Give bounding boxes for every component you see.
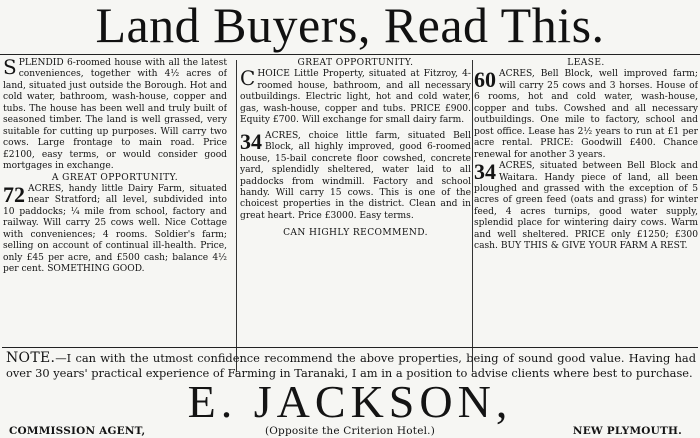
ad-heading: A GREAT OPPORTUNITY. <box>51 172 179 183</box>
ad-fitzroy <box>240 66 471 126</box>
middle-rule <box>2 347 698 348</box>
column-divider <box>472 60 473 372</box>
column-divider <box>236 60 237 372</box>
footer-town: NEW PLYMOUTH. <box>572 425 682 437</box>
ad-heading: GREAT OPPORTUNITY. <box>297 58 414 68</box>
acreage-number: 34 <box>240 128 262 154</box>
ad-dairy-farm <box>3 181 227 276</box>
acreage-number: 72 <box>3 181 25 207</box>
drop-initial: C <box>240 66 256 91</box>
ad-waitara <box>474 161 698 253</box>
drop-initial: S <box>3 58 17 79</box>
ad-lease <box>474 69 698 161</box>
ad-text: HOICE Little Property, situated at Fitzroy, 4-roomed house, bathroom, and all necessary outbuildings. Electric light, hot and cold water, gas, wash-house, copper and tubs. PRICE £900. Equity £700. Will exchange for small dairy farm. <box>240 69 471 126</box>
ad-text: ACRES, choice little farm, situated Bell Block, all highly improved, good 6-roomed house, 15-bail concrete floor cowshed, concrete yard, splendidly sheltered, water laid to all paddocks from windmill. Factory and school handy. Will carry 15 cows. This is one of the choicest properties in the district. Clean and in great heart. Price £3000. Easy terms. <box>240 130 471 221</box>
ad-bell-block-farm <box>240 128 471 223</box>
signature-name: E. JACKSON, <box>187 376 513 427</box>
footer-address: (Opposite the Criterion Hotel.) <box>264 425 436 437</box>
acreage-number: 60 <box>474 67 496 93</box>
column-right <box>474 58 698 374</box>
headline: Land Buyers, Read This. <box>95 0 605 53</box>
column-middle <box>240 58 471 374</box>
footer-title: COMMISSION AGENT, <box>9 425 146 437</box>
ad-text: ACRES, handy little Dairy Farm, situated near Stratford; all level, subdivided into 10 paddocks; ¼ mile from school, factory and railway. Will carry 25 cows well. Nice Cottage with conveniences; 4 rooms. Soldier's farm; selling on account of continual ill-health. Price, only £45 per acre, and £500 cash; balance 4½ per cent. SOMETHING GOOD. <box>3 183 227 275</box>
ad-text: ACRES, Bell Block, well improved farm; will carry 25 cows and 3 horses. House of 6 rooms, hot and cold water, wash-house, copper and tubs. Cowshed and all necessary outbuildings. One mile to factory, school and post office. Lease has 2½ years to run at £1 per acre rental. PRICE: Goodwill £400. Chance renewal for another 3 years. <box>474 69 698 160</box>
ad-heading: LEASE. <box>567 58 605 68</box>
ad-text: ACRES, situated between Bell Block and Waitara. Handy piece of land, all been ploughed and grassed with the exception of 5 acres of green feed (oats and grass) for winter feed, 4 acres turnips, good water supply, splendid place for wintering dairy cows. Warm and well sheltered. PRICE only £1250; £300 cash. BUY THIS & GIVE YOUR FARM A REST. <box>474 161 698 252</box>
top-rule <box>0 54 700 55</box>
ad-closing: CAN HIGHLY RECOMMEND. <box>283 228 428 239</box>
ad-text: PLENDID 6-roomed house with all the latest conveniences, together with 4½ acres of land, situated just outside the Borough. Hot and cold water, bathroom, wash-house, copper and tubs. The house has been well and truly built of seasoned timber. The land is well grassed, very suitable for cutting up purposes. Will carry two cows. Large frontage to main road. Price £2100, easy terms, or would consider good mortgages in exchange. <box>3 58 227 172</box>
acreage-number: 34 <box>474 159 496 185</box>
column-left <box>3 58 227 374</box>
note-text: —I can with the utmost confidence recommend the above properties, being of sound good value. Having had over 30 years' practical experience of Farming in Taranaki, I am in a position to advise clients where best to purchase. <box>6 351 696 380</box>
note-lead: NOTE. <box>6 350 56 366</box>
ad-house-borough <box>3 58 227 173</box>
